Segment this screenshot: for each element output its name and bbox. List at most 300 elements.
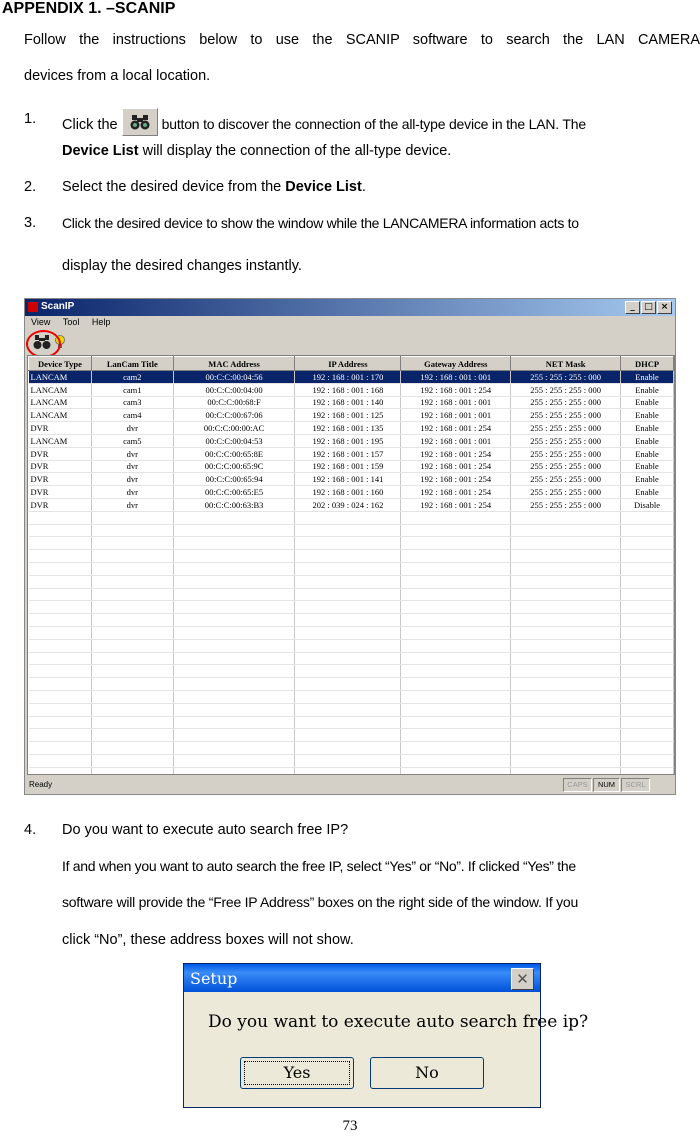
table-cell <box>91 754 173 767</box>
empty-row <box>29 690 674 703</box>
table-cell <box>621 575 674 588</box>
empty-row <box>29 678 674 691</box>
table-cell <box>401 703 511 716</box>
table-cell <box>401 639 511 652</box>
table-cell: dvr <box>91 447 173 460</box>
close-button[interactable]: × <box>657 301 672 314</box>
toolbar <box>25 332 675 352</box>
table-cell: LANCAM <box>29 434 92 447</box>
table-cell: Disable <box>621 498 674 511</box>
table-cell: 255 : 255 : 255 : 000 <box>511 447 621 460</box>
table-cell: 192 : 168 : 001 : 159 <box>295 460 401 473</box>
table-cell: Enable <box>621 473 674 486</box>
dialog-title: Setup <box>190 969 238 988</box>
empty-row <box>29 511 674 524</box>
discover-button[interactable] <box>122 108 158 136</box>
col-dhcp[interactable]: DHCP <box>621 357 674 371</box>
table-cell <box>29 562 92 575</box>
table-cell: Enable <box>621 434 674 447</box>
table-cell: cam5 <box>91 434 173 447</box>
table-cell <box>91 690 173 703</box>
empty-row <box>29 703 674 716</box>
table-header <box>29 357 674 371</box>
table-cell <box>295 678 401 691</box>
table-cell <box>29 678 92 691</box>
step-3-text-2: display the desired changes instantly. <box>62 258 302 274</box>
table-cell <box>29 601 92 614</box>
table-cell: 255 : 255 : 255 : 000 <box>511 434 621 447</box>
status-text: Ready <box>29 780 53 789</box>
table-cell <box>91 524 173 537</box>
table-cell: 192 : 168 : 001 : 001 <box>401 409 511 422</box>
table-cell: 255 : 255 : 255 : 000 <box>511 396 621 409</box>
table-cell: dvr <box>91 473 173 486</box>
table-cell: 192 : 168 : 001 : 001 <box>401 434 511 447</box>
table-row[interactable] <box>29 409 674 422</box>
table-cell: LANCAM <box>29 371 92 384</box>
empty-row <box>29 767 674 775</box>
step-1-line2 <box>62 143 451 159</box>
col-net-mask[interactable]: NET Mask <box>511 357 621 371</box>
dialog-titlebar[interactable] <box>184 964 540 992</box>
table-cell <box>295 665 401 678</box>
table-row[interactable] <box>29 383 674 396</box>
table-cell <box>511 716 621 729</box>
table-cell <box>91 742 173 755</box>
table-cell: 00:C:C:00:68:F <box>173 396 295 409</box>
table-cell <box>401 767 511 775</box>
table-cell: 192 : 168 : 001 : 254 <box>401 486 511 499</box>
table-cell <box>91 562 173 575</box>
table-cell <box>621 626 674 639</box>
window-titlebar[interactable] <box>25 299 675 316</box>
step-4-text-2: software will provide the “Free IP Address” boxes on the right side of the window. If you <box>62 894 578 910</box>
table-cell <box>621 716 674 729</box>
table-cell <box>401 562 511 575</box>
table-cell <box>173 601 295 614</box>
dialog-question: Do you want to execute auto search free ip? <box>208 1012 589 1032</box>
empty-row <box>29 716 674 729</box>
table-row[interactable] <box>29 434 674 447</box>
table-cell <box>401 729 511 742</box>
table-cell: 255 : 255 : 255 : 000 <box>511 409 621 422</box>
table-cell: DVR <box>29 460 92 473</box>
table-cell <box>511 537 621 550</box>
table-cell <box>173 742 295 755</box>
table-cell <box>173 537 295 550</box>
table-cell <box>295 550 401 563</box>
table-cell <box>511 652 621 665</box>
table-cell <box>621 742 674 755</box>
step-1-pre: Click the <box>62 116 118 133</box>
table-cell: 192 : 168 : 001 : 135 <box>295 422 401 435</box>
table-cell <box>295 524 401 537</box>
table-cell <box>511 703 621 716</box>
table-cell: 192 : 168 : 001 : 254 <box>401 498 511 511</box>
table-cell: 00:C:C:00:04:53 <box>173 434 295 447</box>
table-cell <box>511 767 621 775</box>
table-cell <box>173 614 295 627</box>
table-row[interactable] <box>29 447 674 460</box>
table-cell <box>29 614 92 627</box>
table-cell <box>621 703 674 716</box>
device-list-term: Device List <box>285 179 362 195</box>
table-cell <box>511 754 621 767</box>
empty-row <box>29 575 674 588</box>
table-cell <box>173 562 295 575</box>
step-1-text <box>62 111 586 139</box>
table-row[interactable] <box>29 486 674 499</box>
table-cell <box>295 562 401 575</box>
table-cell <box>401 690 511 703</box>
table-cell <box>621 524 674 537</box>
table-cell: 00:C:C:00:04:00 <box>173 383 295 396</box>
binoculars-icon <box>130 114 150 130</box>
table-cell: 00:C:C:00:65:8E <box>173 447 295 460</box>
table-cell <box>401 575 511 588</box>
table-cell <box>91 511 173 524</box>
table-cell <box>173 511 295 524</box>
empty-row <box>29 626 674 639</box>
col-ip-address[interactable]: IP Address <box>295 357 401 371</box>
table-cell <box>29 524 92 537</box>
table-cell <box>173 626 295 639</box>
table-cell <box>173 588 295 601</box>
table-cell: Enable <box>621 422 674 435</box>
table-cell <box>173 665 295 678</box>
table-cell <box>91 550 173 563</box>
table-cell <box>29 742 92 755</box>
table-cell <box>511 678 621 691</box>
table-cell: 192 : 168 : 001 : 001 <box>401 371 511 384</box>
table-cell: dvr <box>91 460 173 473</box>
table-cell: 00:C:C:00:00:AC <box>173 422 295 435</box>
table-cell: 00:C:C:00:04:56 <box>173 371 295 384</box>
table-cell <box>511 639 621 652</box>
table-cell <box>511 562 621 575</box>
table-cell <box>295 601 401 614</box>
empty-row <box>29 639 674 652</box>
table-cell: Enable <box>621 396 674 409</box>
table-cell <box>621 678 674 691</box>
table-cell <box>91 678 173 691</box>
table-cell: 00:C:C:00:67:06 <box>173 409 295 422</box>
table-cell <box>29 754 92 767</box>
table-cell <box>295 703 401 716</box>
step-4-text-3: click “No”, these address boxes will not show. <box>62 932 354 948</box>
table-cell: 255 : 255 : 255 : 000 <box>511 422 621 435</box>
table-row[interactable] <box>29 498 674 511</box>
menu-help[interactable]: Help <box>91 317 111 327</box>
step-2-text <box>62 179 366 195</box>
table-row[interactable] <box>29 473 674 486</box>
table-cell <box>401 716 511 729</box>
table-cell <box>173 678 295 691</box>
status-caps: CAPS <box>563 778 592 792</box>
table-cell <box>401 665 511 678</box>
table-cell <box>401 524 511 537</box>
intro-text-2: devices from a local location. <box>24 68 211 84</box>
table-cell <box>29 537 92 550</box>
table-cell <box>295 588 401 601</box>
table-cell <box>91 767 173 775</box>
table-cell <box>621 562 674 575</box>
setup-dialog <box>183 963 589 1108</box>
table-cell <box>91 614 173 627</box>
empty-row <box>29 652 674 665</box>
table-cell: 192 : 168 : 001 : 170 <box>295 371 401 384</box>
table-cell <box>173 652 295 665</box>
table-row[interactable] <box>29 371 674 384</box>
table-cell <box>29 690 92 703</box>
yes-button[interactable] <box>240 1057 354 1089</box>
empty-row <box>29 614 674 627</box>
table-cell <box>29 703 92 716</box>
device-list-term: Device List <box>62 143 139 159</box>
table-cell <box>511 588 621 601</box>
table-cell <box>621 537 674 550</box>
menu-view[interactable]: View <box>31 317 51 327</box>
table-cell: 255 : 255 : 255 : 000 <box>511 460 621 473</box>
col-gateway-address[interactable]: Gateway Address <box>401 357 511 371</box>
device-list[interactable] <box>27 355 675 775</box>
table-cell <box>29 639 92 652</box>
table-cell: 255 : 255 : 255 : 000 <box>511 371 621 384</box>
table-cell: 192 : 168 : 001 : 001 <box>401 396 511 409</box>
table-cell <box>29 767 92 775</box>
table-cell: Enable <box>621 460 674 473</box>
step-number: 2. <box>24 179 37 195</box>
table-cell: Enable <box>621 409 674 422</box>
table-cell <box>29 550 92 563</box>
table-cell <box>91 575 173 588</box>
table-cell: DVR <box>29 473 92 486</box>
empty-row <box>29 601 674 614</box>
table-cell <box>91 665 173 678</box>
table-row[interactable] <box>29 396 674 409</box>
table-cell <box>621 754 674 767</box>
highlight-circle <box>26 330 61 358</box>
table-row[interactable] <box>29 460 674 473</box>
table-cell <box>295 626 401 639</box>
table-cell <box>173 550 295 563</box>
status-bar <box>25 776 675 793</box>
device-table <box>28 356 674 775</box>
table-cell: 255 : 255 : 255 : 000 <box>511 473 621 486</box>
table-cell <box>29 729 92 742</box>
col-lancam-title[interactable]: LanCam Title <box>91 357 173 371</box>
table-cell <box>511 524 621 537</box>
app-icon <box>28 302 38 312</box>
col-device-type[interactable]: Device Type <box>29 357 92 371</box>
table-cell <box>29 575 92 588</box>
table-cell: 192 : 168 : 001 : 141 <box>295 473 401 486</box>
table-cell <box>401 550 511 563</box>
table-cell <box>295 754 401 767</box>
minimize-button[interactable]: _ <box>625 301 640 314</box>
table-cell: DVR <box>29 498 92 511</box>
table-cell: cam4 <box>91 409 173 422</box>
empty-row <box>29 665 674 678</box>
status-scrl: SCRL <box>621 778 650 792</box>
table-cell <box>91 652 173 665</box>
table-cell <box>621 767 674 775</box>
table-cell: Enable <box>621 486 674 499</box>
table-cell: dvr <box>91 498 173 511</box>
table-cell: 192 : 168 : 001 : 160 <box>295 486 401 499</box>
table-cell <box>91 588 173 601</box>
page-title: APPENDIX 1. –SCANIP <box>2 0 176 17</box>
table-cell <box>511 690 621 703</box>
empty-row <box>29 562 674 575</box>
table-cell <box>511 575 621 588</box>
table-cell <box>401 626 511 639</box>
table-cell <box>29 588 92 601</box>
table-cell: dvr <box>91 422 173 435</box>
table-cell <box>511 742 621 755</box>
table-cell <box>295 716 401 729</box>
step-4-question: Do you want to execute auto search free IP? <box>62 822 349 838</box>
table-cell: 192 : 168 : 001 : 254 <box>401 447 511 460</box>
table-cell: 192 : 168 : 001 : 140 <box>295 396 401 409</box>
table-cell <box>295 742 401 755</box>
table-cell: 00:C:C:00:63:B3 <box>173 498 295 511</box>
table-cell <box>511 550 621 563</box>
table-cell <box>91 639 173 652</box>
table-cell <box>401 537 511 550</box>
table-cell: DVR <box>29 447 92 460</box>
table-cell: 192 : 168 : 001 : 254 <box>401 473 511 486</box>
table-cell <box>91 729 173 742</box>
table-cell: 192 : 168 : 001 : 168 <box>295 383 401 396</box>
table-cell: 192 : 168 : 001 : 254 <box>401 460 511 473</box>
menu-bar <box>25 317 675 331</box>
table-cell <box>295 575 401 588</box>
table-cell <box>91 601 173 614</box>
empty-row <box>29 729 674 742</box>
scanip-window <box>24 298 676 795</box>
table-cell: LANCAM <box>29 383 92 396</box>
table-cell <box>295 767 401 775</box>
table-cell: 255 : 255 : 255 : 000 <box>511 486 621 499</box>
table-cell <box>173 575 295 588</box>
table-cell: 192 : 168 : 001 : 254 <box>401 422 511 435</box>
table-cell: DVR <box>29 486 92 499</box>
table-cell <box>621 665 674 678</box>
table-cell <box>91 626 173 639</box>
table-cell <box>401 742 511 755</box>
table-cell: 192 : 168 : 001 : 125 <box>295 409 401 422</box>
step-3-text: Click the desired device to show the window while the LANCAMERA information acts to <box>62 215 579 231</box>
table-cell <box>511 729 621 742</box>
table-cell <box>295 511 401 524</box>
table-cell: Enable <box>621 383 674 396</box>
table-cell: 202 : 039 : 024 : 162 <box>295 498 401 511</box>
table-cell <box>29 665 92 678</box>
table-cell <box>91 537 173 550</box>
table-cell: 255 : 255 : 255 : 000 <box>511 498 621 511</box>
step-2-post: . <box>361 179 366 195</box>
table-cell: 00:C:C:00:65:94 <box>173 473 295 486</box>
step-1-post: button to discover the connection of the all-type device in the LAN. The <box>161 115 586 132</box>
step-2-pre: Select the desired device from the <box>62 179 286 195</box>
step-1-rest: will display the connection of the all-type device. <box>138 143 452 159</box>
step-number: 4. <box>24 822 37 838</box>
table-cell <box>511 614 621 627</box>
table-cell <box>173 716 295 729</box>
page-number: 73 <box>342 1118 358 1134</box>
table-cell <box>621 639 674 652</box>
table-cell: LANCAM <box>29 409 92 422</box>
table-cell: cam3 <box>91 396 173 409</box>
table-row[interactable] <box>29 422 674 435</box>
table-cell <box>511 601 621 614</box>
status-num: NUM <box>593 778 620 792</box>
table-cell <box>621 690 674 703</box>
table-cell: dvr <box>91 486 173 499</box>
table-cell <box>621 652 674 665</box>
window-title: ScanIP <box>41 301 75 312</box>
table-cell <box>295 537 401 550</box>
dialog-close-button[interactable] <box>511 968 534 990</box>
table-cell <box>29 511 92 524</box>
table-cell <box>621 588 674 601</box>
table-cell: cam1 <box>91 383 173 396</box>
step-number: 3. <box>24 215 37 231</box>
menu-tool[interactable]: Tool <box>62 317 80 327</box>
table-cell <box>173 767 295 775</box>
table-cell <box>621 729 674 742</box>
table-cell <box>401 588 511 601</box>
table-cell: 255 : 255 : 255 : 000 <box>511 383 621 396</box>
yes-label: Yes <box>244 1061 350 1085</box>
no-button[interactable]: No <box>370 1057 484 1089</box>
table-cell <box>173 729 295 742</box>
table-cell <box>29 652 92 665</box>
table-cell <box>511 665 621 678</box>
table-cell <box>173 690 295 703</box>
table-cell: LANCAM <box>29 396 92 409</box>
table-cell: 192 : 168 : 001 : 195 <box>295 434 401 447</box>
close-icon: ✕ <box>516 970 529 988</box>
table-cell <box>29 626 92 639</box>
empty-row <box>29 524 674 537</box>
table-cell <box>295 690 401 703</box>
step-4-text-1: If and when you want to auto search the free IP, select “Yes” or “No”. If clicked “Yes” the <box>62 858 576 874</box>
col-mac-address[interactable]: MAC Address <box>173 357 295 371</box>
table-cell <box>511 626 621 639</box>
table-cell: Enable <box>621 371 674 384</box>
maximize-button[interactable]: □ <box>641 301 656 314</box>
table-cell <box>401 601 511 614</box>
table-cell: 192 : 168 : 001 : 157 <box>295 447 401 460</box>
table-cell: cam2 <box>91 371 173 384</box>
table-cell <box>621 601 674 614</box>
empty-row <box>29 588 674 601</box>
table-cell <box>401 511 511 524</box>
table-cell <box>621 511 674 524</box>
table-cell <box>173 754 295 767</box>
empty-row <box>29 537 674 550</box>
table-cell: 00:C:C:00:65:E5 <box>173 486 295 499</box>
table-cell <box>91 716 173 729</box>
table-cell <box>401 652 511 665</box>
table-cell <box>173 703 295 716</box>
table-cell <box>401 754 511 767</box>
table-cell <box>401 614 511 627</box>
table-cell <box>91 703 173 716</box>
table-cell <box>295 639 401 652</box>
